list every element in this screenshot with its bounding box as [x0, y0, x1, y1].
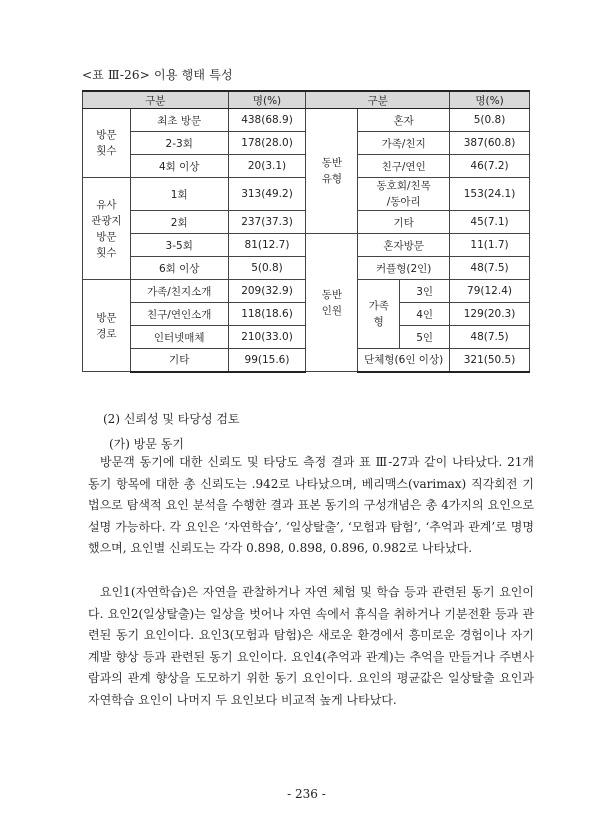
table-cell: 79(12.4): [450, 280, 530, 303]
table-cell: 최초 방문: [130, 109, 228, 132]
group-label: 방문 횟수: [83, 109, 131, 178]
table-row: [83, 109, 530, 132]
table-cell: 커플형(2인): [358, 257, 450, 280]
table-cell: 4회 이상: [130, 155, 228, 178]
table-cell: 기타: [358, 211, 450, 234]
table-cell: 178(28.0): [228, 132, 306, 155]
table-cell: 129(20.3): [450, 303, 530, 326]
table-cell: 313(49.2): [228, 178, 306, 211]
table-cell: 46(7.2): [450, 155, 530, 178]
table-cell: 기타: [130, 349, 228, 372]
table-cell: 혼자방문: [358, 234, 450, 257]
page-number: - 236 -: [287, 787, 326, 801]
table-cell: 동호회/친목 /동아리: [358, 178, 450, 211]
table-row: [83, 234, 530, 257]
paragraph: 요인1(자연학습)은 자연을 관찰하거나 자연 체험 및 학습 등과 관련된 동기 요인이다. 요인2(일상탈출)는 일상을 벗어나 자연 속에서 휴식을 취하거나 기분전환 등과 관련된 동기 요인이다. 요인3(모험과 탐험)은 새로운 환경에서 흥미로운 경험이나 자기계발 향상 등과 관련된 동기 요인이다. 요인4(추억과 관계)는 추억을 만들거나 주변사람과의 관계 향상을 도모하기 위한 동기 요인이다. 요인의 평균값은 일상탈출 요인과 자연학습 요인이 나머지 두 요인보다 비교적 높게 나타났다.: [88, 585, 534, 707]
table-cell: 321(50.5): [450, 349, 530, 372]
table-cell: 혼자: [358, 109, 450, 132]
group-label: 가족 형: [358, 280, 400, 349]
table-cell: 6회 이상: [130, 257, 228, 280]
table-cell: 387(60.8): [450, 132, 530, 155]
header-category-right: 구분: [306, 91, 450, 109]
table-cell: 4인: [400, 303, 450, 326]
table-cell: 친구/연인: [358, 155, 450, 178]
group-label: 유사 관광지 방문 횟수: [83, 178, 131, 280]
table-cell: 단체형(6인 이상): [358, 349, 450, 372]
subsection-heading: (가) 방문 동기: [109, 437, 184, 451]
table-cell: 5(0.8): [450, 109, 530, 132]
table-header-row: [83, 91, 530, 109]
group-label: 동반 인원: [306, 234, 358, 372]
table-cell: 가족/친지소개: [130, 280, 228, 303]
table-cell: 3-5회: [130, 234, 228, 257]
table-cell: 118(18.6): [228, 303, 306, 326]
table-cell: 5인: [400, 326, 450, 349]
table-cell: 11(1.7): [450, 234, 530, 257]
usage-behavior-table: [82, 90, 530, 373]
group-label: 동반 유형: [306, 109, 358, 234]
table-cell: 81(12.7): [228, 234, 306, 257]
table-cell: 153(24.1): [450, 178, 530, 211]
table-cell: 5(0.8): [228, 257, 306, 280]
header-count-right: 명(%): [450, 91, 530, 109]
table-cell: 99(15.6): [228, 349, 306, 372]
table-cell: 2회: [130, 211, 228, 234]
table-cell: 45(7.1): [450, 211, 530, 234]
table-cell: 2-3회: [130, 132, 228, 155]
table-cell: 3인: [400, 280, 450, 303]
table-caption: <표 Ⅲ-26> 이용 행태 특성: [82, 68, 233, 82]
table-cell: 48(7.5): [450, 326, 530, 349]
header-count-left: 명(%): [228, 91, 306, 109]
table-cell: 인터넷매체: [130, 326, 228, 349]
table-cell: 48(7.5): [450, 257, 530, 280]
table-cell: 친구/연인소개: [130, 303, 228, 326]
header-category-left: 구분: [83, 91, 229, 109]
table-cell: 237(37.3): [228, 211, 306, 234]
table-cell: 1회: [130, 178, 228, 211]
table-cell: 가족/친지: [358, 132, 450, 155]
table-cell: 438(68.9): [228, 109, 306, 132]
paragraph: 방문객 동기에 대한 신뢰도 및 타당도 측정 결과 표 Ⅲ-27과 같이 나타났다. 21개 동기 항목에 대한 총 신뢰도는 .942로 나타났으며, 베리맥스(varimax) 직각회전 기법으로 탐색적 요인 분석을 수행한 결과 표본 동기의 구성개념은 총 4가지의 요인으로 설명 가능하다. 각 요인은 ‘자연학습’, ‘일상탈출’, ‘모험과 탐험’, ‘추억과 관계’로 명명했으며, 요인별 신뢰도는 각각 0.898, 0.898, 0.896, 0.982로 나타났다.: [88, 455, 534, 555]
table-cell: 210(33.0): [228, 326, 306, 349]
group-label: 방문 경로: [83, 280, 131, 372]
table-cell: 20(3.1): [228, 155, 306, 178]
section-heading: (2) 신뢰성 및 타당성 검토: [103, 412, 240, 426]
table-cell: 209(32.9): [228, 280, 306, 303]
